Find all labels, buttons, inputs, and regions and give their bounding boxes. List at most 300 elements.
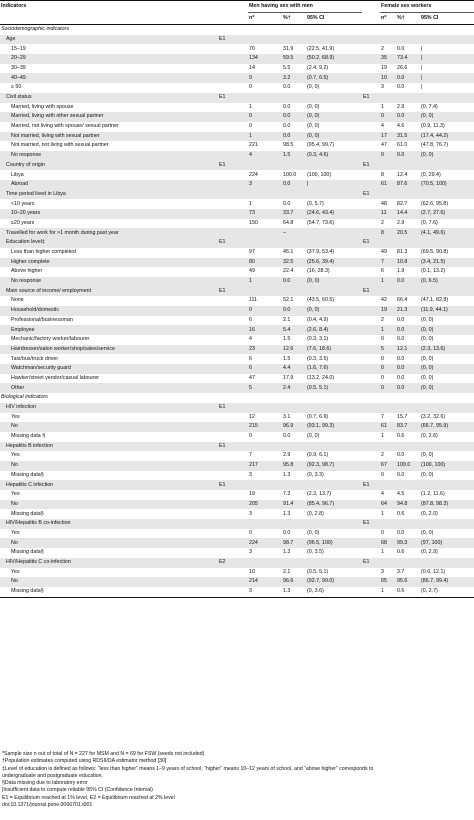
msm-pct: 5.4 — [282, 325, 306, 335]
msm-ci: (37.9, 53.4) — [307, 249, 335, 255]
msm-pct — [282, 93, 306, 103]
msm-pct: 3.1 — [283, 413, 291, 420]
indicators-header: Indicators — [0, 1, 218, 13]
msm-n — [248, 93, 282, 103]
fsw-spacer — [362, 83, 380, 93]
fsw-n: 8 — [381, 171, 384, 178]
msm-spacer — [218, 151, 248, 161]
fsw-ci: (0, 0) — [421, 355, 434, 362]
category-row — [0, 258, 474, 268]
fsw-spacer — [362, 170, 380, 180]
category-row — [0, 122, 474, 132]
fsw-n: 0 — [381, 529, 384, 536]
msm-n: 0 — [249, 529, 252, 536]
msm-spacer — [218, 422, 248, 432]
footnote-line: *Sample size n out of total of N = 227 for MSM and N = 69 for FSW (seeds not included) — [2, 751, 205, 757]
row-label: Time period lived in Libya — [0, 190, 218, 200]
fsw-n — [380, 480, 396, 490]
msm-spacer — [218, 132, 248, 142]
msm-n: 5 — [248, 383, 282, 393]
msm-ci — [306, 238, 362, 248]
fsw-ci: | — [421, 64, 423, 71]
msm-n: 3 — [249, 471, 252, 478]
category-row — [0, 180, 474, 190]
fsw-pct: 99.3 — [396, 538, 420, 548]
indicator-row — [0, 558, 474, 568]
row-label: Travelled for work for >1 month during past year — [0, 228, 218, 238]
fsw-n: 10 — [380, 73, 396, 83]
msm-ci: (0.5, 5.1) — [307, 568, 329, 575]
msm-pct: 1.5 — [282, 151, 306, 161]
fsw-n: 61 — [380, 180, 396, 190]
msm-pct: 0.0 — [282, 180, 306, 190]
fsw-spacer — [362, 306, 380, 316]
fsw-n — [380, 442, 396, 452]
msm-spacer — [218, 170, 248, 180]
msm-spacer — [218, 306, 248, 316]
msm-spacer — [218, 180, 248, 190]
row-label: Married, not living with spouse/ sexual partner — [11, 123, 119, 130]
fsw-n: 0 — [381, 355, 384, 362]
fsw-pct: 82.7 — [397, 200, 408, 207]
fsw-spacer — [362, 529, 380, 539]
fsw-pct: 0.6 — [396, 587, 420, 597]
fsw-spacer — [362, 422, 380, 432]
msm-pct: 1.5 — [283, 355, 291, 362]
msm-n: 111 — [249, 297, 258, 304]
fsw-pct: 0.0 — [396, 151, 420, 161]
category-row — [0, 345, 474, 355]
indicator-row — [0, 238, 474, 248]
category-row — [0, 587, 474, 597]
fsw-spacer — [362, 568, 380, 578]
msm-ci: (0, 2.8) — [307, 510, 324, 517]
footnote-line: †Population estimates computed using RDSII/DA estimator method [30] — [2, 758, 167, 765]
fsw-ci: (0.9, 11.3) — [421, 123, 445, 130]
msm-spacer — [218, 277, 248, 287]
msm-n: 134 — [248, 54, 282, 64]
msm-ci: (92.3, 98.7) — [306, 461, 362, 471]
msm-n: 0 — [249, 123, 252, 130]
fsw-spacer — [362, 548, 380, 558]
fsw-ci: (0, 2.7) — [420, 587, 474, 597]
msm-spacer — [218, 548, 248, 558]
msm-ci: (0, 0) — [307, 433, 320, 440]
fsw-ci: (0, 2.6) — [421, 433, 438, 440]
row-label: Higher complete — [0, 258, 218, 268]
category-row — [0, 296, 474, 306]
row-label: Employee — [0, 325, 218, 335]
fsw-ci — [420, 442, 474, 452]
fsw-pct: 0.0 — [397, 452, 405, 459]
msm-spacer — [218, 354, 248, 364]
fsw-pct: 0.6 — [397, 549, 405, 556]
msm-pct — [282, 558, 306, 568]
category-row — [0, 151, 474, 161]
row-label: Yes — [11, 491, 20, 498]
footnote-line: E1 = Equilibrium reached at 1% level, E2 = Equilibrium reached at 2% level — [2, 794, 175, 801]
msm-ci: (0, 0) — [307, 123, 320, 130]
fsw-ci: (86.7, 99.4) — [420, 577, 474, 587]
msm-equilibrium — [218, 519, 248, 529]
section-row — [0, 393, 474, 403]
msm-ci — [306, 93, 362, 103]
footnote-line: §Data missing due to laboratory error — [2, 780, 88, 787]
fsw-n: 2 — [381, 316, 384, 323]
fsw-pct: 20.5 — [396, 228, 420, 238]
fsw-ci: (0, 7.4) — [421, 103, 438, 110]
row-label: Education level‡ — [0, 238, 218, 248]
fsw-n — [380, 161, 396, 171]
fsw-n: 67 — [380, 461, 396, 471]
msm-ci: (0.3, 3.1) — [307, 336, 329, 343]
indicator-row — [0, 519, 474, 529]
fsw-pct: 73.4 — [396, 54, 420, 64]
msm-pct: 0.0 — [282, 132, 306, 142]
fsw-ci: (47.8, 76.7) — [421, 142, 449, 149]
fsw-n: 1 — [380, 277, 396, 287]
msm-ci: (0, 0) — [307, 103, 320, 110]
fsw-ci: (0, 2.9) — [421, 549, 438, 556]
msm-pct-header: %† — [282, 13, 306, 25]
msm-ci: (0.7, 6.9) — [307, 413, 329, 420]
fsw-n: 1 — [380, 587, 396, 597]
msm-n: 70 — [249, 45, 255, 52]
row-label: No response — [0, 277, 218, 287]
fsw-pct: 31.5 — [396, 132, 420, 142]
fsw-pct — [396, 519, 420, 529]
msm-n: 9 — [248, 73, 282, 83]
msm-ci: (95.4, 99.7) — [307, 142, 335, 149]
footnote-line: ‡Level of education is defined as follows: “less than higher” means 1–9 years of school, “higher” means 10–12 years of school, and “above higher” corresponds to — [2, 765, 374, 772]
category-row — [0, 248, 474, 258]
fsw-ci: (70.5, 100) — [420, 180, 474, 190]
msm-equilibrium — [218, 190, 248, 200]
fsw-pct — [396, 35, 420, 45]
fsw-spacer — [362, 44, 380, 54]
fsw-n: 19 — [380, 306, 396, 316]
fsw-spacer — [362, 122, 380, 132]
msm-n: 214 — [248, 577, 282, 587]
fsw-pct: 0.0 — [397, 374, 405, 381]
row-label: 15–19 — [11, 45, 26, 52]
msm-ci: (16, 28.3) — [307, 268, 330, 275]
fsw-n — [380, 93, 396, 103]
row-label: Age — [0, 35, 218, 45]
fsw-spacer — [362, 296, 380, 306]
row-label: Not married, living with sexual partner — [0, 132, 218, 142]
msm-pct: 64.8 — [283, 219, 294, 226]
fsw-n: 3 — [381, 568, 384, 575]
fsw-n: 19 — [381, 64, 387, 71]
row-label: Taxi/bus/truck driver — [11, 355, 59, 362]
msm-pct: 0.0 — [283, 123, 291, 130]
msm-spacer — [218, 141, 248, 151]
fsw-pct: 0.0 — [397, 529, 405, 536]
fsw-pct: 0.0 — [397, 336, 405, 343]
category-row — [0, 335, 474, 345]
row-label: HIV infection — [0, 403, 218, 413]
fsw-spacer — [362, 199, 380, 209]
msm-spacer — [218, 490, 248, 500]
row-label: Civil status — [0, 93, 218, 103]
fsw-ci: (0, 0) — [420, 383, 474, 393]
msm-spacer — [218, 267, 248, 277]
fsw-spacer — [362, 258, 380, 268]
category-row — [0, 490, 474, 500]
fsw-ci-header: 95% CI — [420, 13, 474, 25]
msm-pct: 1.5 — [283, 336, 291, 343]
fsw-equilibrium: E1 — [362, 190, 380, 200]
msm-n — [248, 190, 282, 200]
msm-equilibrium — [218, 228, 248, 238]
msm-pct: 0.0 — [283, 433, 291, 440]
msm-spacer — [218, 471, 248, 481]
row-label: ≥ 50 — [11, 84, 22, 91]
row-label: No response — [0, 151, 218, 161]
row-label: Hepatitis B infection — [0, 442, 218, 452]
table-footnotes — [2, 751, 472, 809]
msm-pct: 2.4 — [282, 383, 306, 393]
fsw-pct — [396, 287, 420, 297]
fsw-pct: 3.7 — [397, 568, 405, 575]
fsw-ci: (1.2, 11.6) — [421, 491, 445, 498]
msm-n: 10 — [249, 568, 255, 575]
fsw-ci: (69.5, 90.8) — [421, 249, 449, 255]
msm-pct: 0.0 — [282, 277, 306, 287]
row-label: Above higher — [11, 268, 43, 275]
fsw-n — [380, 287, 396, 297]
fsw-n: 0 — [381, 374, 384, 381]
fsw-pct: 0.0 — [397, 355, 405, 362]
fsw-pct — [396, 93, 420, 103]
category-row — [0, 267, 474, 277]
fsw-pct — [396, 161, 420, 171]
fsw-pct: 61.0 — [397, 142, 408, 149]
msm-pct: 45.1 — [283, 249, 294, 255]
fsw-pct: 12.4 — [397, 171, 408, 178]
indicator-row — [0, 480, 474, 490]
fsw-ci — [420, 238, 474, 248]
msm-n: 221 — [249, 142, 258, 149]
msm-ci: (0, 0) — [306, 306, 362, 316]
msm-spacer — [218, 258, 248, 268]
msm-pct: 0.0 — [282, 306, 306, 316]
fsw-ci: (11.9, 44.1) — [420, 306, 474, 316]
row-label: Country of origin — [0, 161, 218, 171]
msm-spacer — [218, 103, 248, 113]
fsw-ci: (0, 29.4) — [421, 171, 441, 178]
fsw-n: 0 — [380, 151, 396, 161]
category-row — [0, 54, 474, 64]
msm-n: 4 — [249, 336, 252, 343]
msm-pct: 5.5 — [283, 64, 291, 71]
category-row — [0, 509, 474, 519]
fsw-ci: (87.8, 98.3) — [420, 500, 474, 510]
fsw-pct: 0.0 — [397, 84, 405, 91]
fsw-pct: 26.6 — [397, 64, 408, 71]
fsw-n: 4 — [381, 491, 384, 498]
fsw-n — [380, 558, 396, 568]
row-label: <10 years — [11, 200, 35, 207]
category-row — [0, 374, 474, 384]
fsw-n: 2 — [381, 452, 384, 459]
section-label: Sociodemographic indicators — [1, 26, 70, 33]
fsw-n — [380, 519, 396, 529]
fsw-spacer — [362, 500, 380, 510]
msm-n: 217 — [248, 461, 282, 471]
fsw-spacer — [362, 103, 380, 113]
msm-pct: 17.9 — [283, 374, 294, 381]
msm-equilibrium: E1 — [218, 35, 248, 45]
msm-n — [248, 519, 282, 529]
fsw-n — [380, 190, 396, 200]
fsw-equilibrium — [362, 442, 380, 452]
row-label: Married, living with spouse — [11, 103, 74, 110]
row-label: 40–49 — [0, 73, 218, 83]
category-row — [0, 451, 474, 461]
fsw-spacer — [362, 383, 380, 393]
msm-pct: 98.7 — [282, 538, 306, 548]
section-label: Biological indicators — [1, 394, 48, 401]
msm-n: 3 — [249, 549, 252, 556]
msm-n: 14 — [249, 64, 255, 71]
msm-spacer — [218, 83, 248, 93]
category-row — [0, 364, 474, 374]
msm-ci — [306, 403, 362, 413]
footnote-line: undergraduate and postgraduate education. — [2, 772, 103, 779]
msm-n: 224 — [248, 538, 282, 548]
msm-n: 1 — [248, 277, 282, 287]
msm-spacer — [218, 538, 248, 548]
fsw-ci — [420, 519, 474, 529]
category-row — [0, 141, 474, 151]
msm-n — [248, 287, 282, 297]
msm-pct: 1.3 — [283, 549, 291, 556]
fsw-ci — [420, 35, 474, 45]
fsw-ci — [420, 287, 474, 297]
fsw-pct: 0.0 — [397, 471, 405, 478]
fsw-spacer — [362, 248, 380, 258]
msm-ci: (0, 5.7) — [307, 200, 324, 207]
msm-spacer — [218, 568, 248, 578]
msm-spacer — [218, 73, 248, 83]
fsw-n: 48 — [381, 200, 387, 207]
msm-spacer — [218, 461, 248, 471]
fsw-spacer — [362, 461, 380, 471]
msm-ci: (0.5, 5.1) — [306, 383, 362, 393]
fsw-equilibrium: E1 — [362, 93, 380, 103]
msm-ci: (0, 0) — [307, 529, 320, 536]
fsw-spacer — [362, 151, 380, 161]
fsw-n: 3 — [381, 84, 384, 91]
msm-ci: (0, 0) — [306, 277, 362, 287]
fsw-ci: (100, 100) — [420, 461, 474, 471]
msm-pct: 32.5 — [282, 258, 306, 268]
msm-pct — [282, 480, 306, 490]
category-row — [0, 316, 474, 326]
msm-ci: (1.6, 7.6) — [306, 364, 362, 374]
msm-pct: 7.3 — [283, 491, 291, 498]
fsw-pct: 0.0 — [397, 316, 405, 323]
msm-ci — [306, 228, 362, 238]
msm-pct: 52.1 — [283, 297, 294, 304]
fsw-spacer — [362, 471, 380, 481]
fsw-spacer — [362, 267, 380, 277]
msm-ci — [306, 558, 362, 568]
fsw-n: 17 — [380, 132, 396, 142]
fsw-equilibrium: E1 — [362, 238, 380, 248]
fsw-pct — [396, 442, 420, 452]
msm-n — [248, 403, 282, 413]
fsw-n: 42 — [381, 297, 387, 304]
msm-ci: | — [306, 180, 362, 190]
fsw-spacer — [362, 316, 380, 326]
fsw-pct: 0.6 — [397, 433, 405, 440]
msm-pct: 22.4 — [283, 268, 294, 275]
category-row — [0, 471, 474, 481]
row-label: Household/domestic — [0, 306, 218, 316]
row-label: Missing data§ — [0, 587, 218, 597]
fsw-pct — [396, 190, 420, 200]
msm-ci: (85.4, 96.7) — [306, 500, 362, 510]
fsw-n: 65 — [380, 577, 396, 587]
fsw-n: 8 — [380, 228, 396, 238]
fsw-ci: (0, 7.6) — [421, 219, 438, 226]
fsw-ci — [420, 403, 474, 413]
msm-spacer — [218, 209, 248, 219]
msm-spacer — [218, 432, 248, 442]
fsw-equilibrium — [362, 228, 380, 238]
fsw-spacer — [362, 64, 380, 74]
msm-spacer — [218, 509, 248, 519]
category-row — [0, 577, 474, 587]
msm-spacer — [218, 587, 248, 597]
fsw-spacer — [362, 325, 380, 335]
fsw-spacer — [362, 219, 380, 229]
category-row — [0, 170, 474, 180]
fsw-pct: 0.0 — [396, 73, 420, 83]
fsw-n: 7 — [380, 258, 396, 268]
msm-n: 215 — [248, 422, 282, 432]
row-label: No — [0, 422, 218, 432]
fsw-pct: 4.6 — [397, 123, 405, 130]
msm-pct: 91.4 — [282, 500, 306, 510]
msm-n: 0 — [249, 84, 252, 91]
msm-ci: (0, 0) — [307, 84, 320, 91]
msm-pct — [282, 161, 306, 171]
row-label: Watchman/security guard — [0, 364, 218, 374]
msm-n: 205 — [248, 500, 282, 510]
fsw-n: 64 — [380, 500, 396, 510]
row-label: No — [0, 500, 218, 510]
msm-spacer — [218, 451, 248, 461]
fsw-n: 68 — [380, 538, 396, 548]
msm-ci: (13.2, 24.0) — [307, 374, 335, 381]
msm-ci — [306, 480, 362, 490]
fsw-n-header: n* — [380, 13, 396, 25]
fsw-n: 1 — [381, 510, 384, 517]
fsw-spacer — [362, 451, 380, 461]
fsw-n: 61 — [380, 422, 396, 432]
fsw-pct: 21.3 — [396, 306, 420, 316]
row-label: 30–39 — [11, 64, 26, 71]
msm-spacer — [218, 219, 248, 229]
fsw-pct — [396, 238, 420, 248]
fsw-n: 0 — [380, 383, 396, 393]
msm-n: 224 — [249, 171, 258, 178]
msm-pct: 2.1 — [283, 316, 291, 323]
